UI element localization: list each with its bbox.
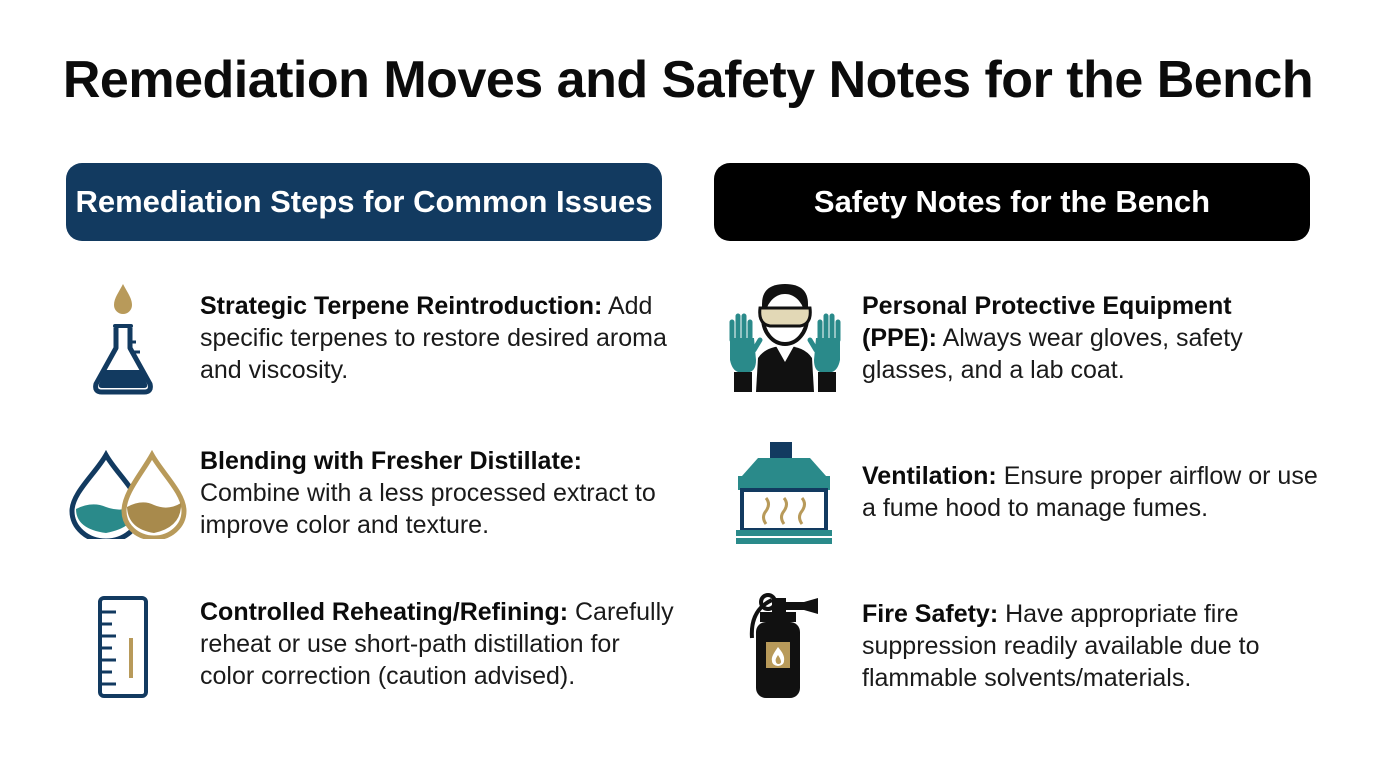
fire-extinguisher-icon xyxy=(744,590,820,707)
item-heading: Controlled Reheating/Refining: xyxy=(200,598,569,626)
item-body: Carefully reheat or use short-path distillation for color correction (caution advised). xyxy=(200,598,674,690)
page-title: Remediation Moves and Safety Notes for the Bench xyxy=(62,51,1314,109)
flask-drop-icon xyxy=(88,280,158,401)
fume-hood-icon xyxy=(736,440,832,549)
item-body: Add specific terpenes to restore desired aroma and viscosity. xyxy=(200,292,667,384)
two-drops-icon xyxy=(66,449,190,544)
safety-header xyxy=(714,163,1310,241)
item-heading: Fire Safety: xyxy=(862,600,999,628)
item-body: Ensure proper airflow or use a fume hood to manage fumes. xyxy=(862,462,1318,522)
remediation-header xyxy=(66,163,662,241)
safety-header-label: Safety Notes for the Bench xyxy=(813,184,1211,219)
item-heading: Blending with Fresher Distillate: xyxy=(200,447,582,475)
item-body: Combine with a less processed extract to improve color and texture. xyxy=(200,479,656,539)
thermometer-gauge-icon xyxy=(96,594,152,705)
item-heading: Strategic Terpene Reintroduction: xyxy=(200,292,603,320)
item-heading: Ventilation: xyxy=(862,462,997,490)
remediation-header-label: Remediation Steps for Common Issues xyxy=(75,184,653,219)
item-heading: Personal Protective Equipment (PPE): xyxy=(862,292,1232,352)
item-body: Always wear gloves, safety glasses, and a lab coat. xyxy=(862,324,1243,384)
ppe-person-icon xyxy=(726,280,844,401)
item-body: Have appropriate fire suppression readily available due to flammable solvents/materials. xyxy=(862,600,1260,692)
